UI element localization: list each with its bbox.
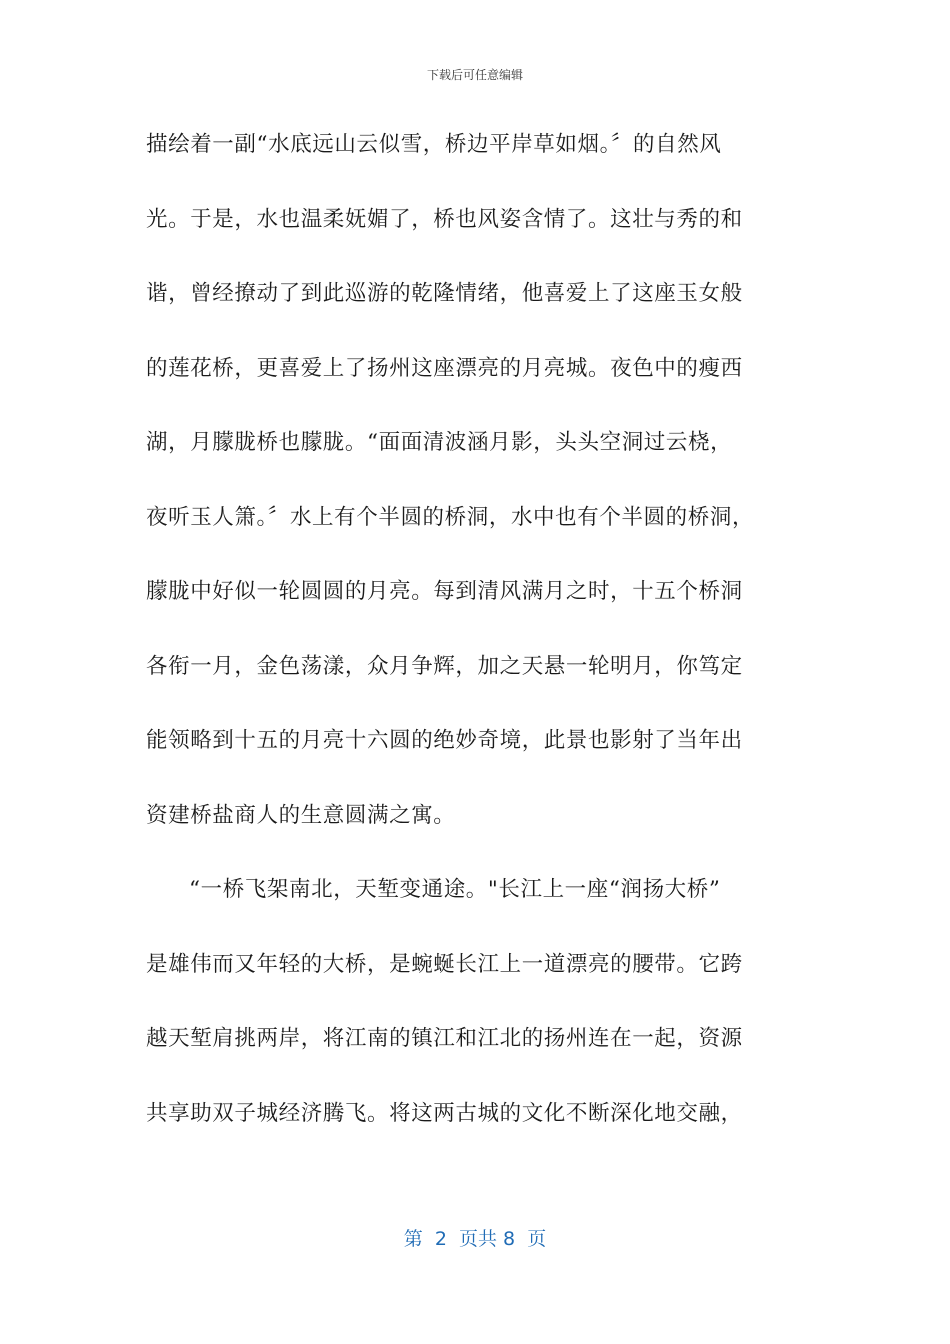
text-line: 资建桥盐商人的生意圆满之寓。 [146, 802, 456, 828]
text-line: 谐，曾经撩动了到此巡游的乾隆情绪，他喜爱上了这座玉女般 [146, 281, 743, 306]
text-line: 湖，月朦胧桥也朦胧。“面面清波涵月影，头头空洞过云桡， [146, 430, 733, 455]
page-header: 下载后可任意编辑 [426, 68, 523, 82]
document-body [146, 126, 806, 1169]
text-line: 光。于是，水也温柔妩媚了，桥也风姿含情了。这壮与秀的和 [146, 206, 743, 232]
text-line: 朦胧中好似一轮圆圆的月亮。每到清风满月之时，十五个桥洞 [146, 579, 743, 604]
paragraph-first-line: “一桥飞架南北，天堑变通途。"长江上一座“润扬大桥” [189, 877, 721, 902]
text-line: 能领略到十五的月亮十六圆的绝妙奇境，此景也影射了当年出 [146, 728, 743, 753]
text-line: 夜听玉人箫。〞水上有个半圆的桥洞，水中也有个半圆的桥洞， [146, 504, 755, 530]
text-line: 是雄伟而又年轻的大桥，是蜿蜒长江上一道漂亮的腰带。它跨 [146, 951, 743, 977]
text-line: 越天堑肩挑两岸，将江南的镇江和江北的扬州连在一起，资源 [146, 1026, 743, 1051]
text-line: 共享助双子城经济腾飞。将这两古城的文化不断深化地交融， [146, 1100, 743, 1126]
text-line: 描绘着一副“水底远山云似雪，桥边平岸草如烟。〞的自然风 [146, 132, 722, 157]
text-line: 的莲花桥，更喜爱上了扬州这座漂亮的月亮城。夜色中的瘦西 [146, 355, 743, 381]
text-line: 各衔一月，金色荡漾，众月争辉，加之天悬一轮明月，你笃定 [146, 653, 743, 679]
page-number-footer: 第 2 页共 8 页 [403, 1228, 547, 1250]
